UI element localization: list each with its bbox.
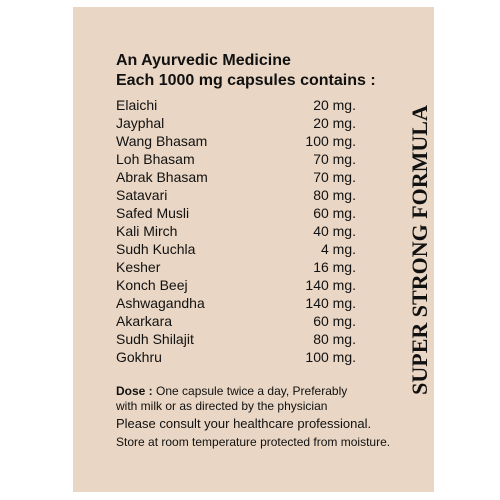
ingredient-name: Jayphal <box>116 115 165 131</box>
ingredient-quantity: 60 mg. <box>313 313 356 329</box>
ingredient-row <box>116 96 356 114</box>
ingredient-name: Gokhru <box>116 349 162 365</box>
ingredient-row <box>116 240 356 258</box>
ingredient-quantity: 100 mg. <box>305 133 356 149</box>
ingredient-name: Satavari <box>116 187 168 203</box>
ingredient-quantity: 140 mg. <box>305 295 356 311</box>
ingredient-name: Ashwagandha <box>116 295 205 311</box>
ingredient-row <box>116 150 356 168</box>
ingredient-quantity: 4 mg. <box>320 241 356 257</box>
ingredient-name: Wang Bhasam <box>116 133 208 149</box>
ingredient-name: Kali Mirch <box>116 223 178 239</box>
ingredient-row <box>116 186 356 204</box>
ingredient-row <box>116 276 356 294</box>
ingredient-quantity: 70 mg. <box>313 169 356 185</box>
ingredient-row <box>116 204 356 222</box>
ingredient-name: Abrak Bhasam <box>116 169 208 185</box>
ingredient-row <box>116 330 356 348</box>
ingredient-name: Safed Musli <box>116 205 190 221</box>
dose-text-line1: One capsule twice a day, Preferably <box>152 384 348 398</box>
dose-label: Dose : <box>116 384 153 398</box>
ingredient-name: Elaichi <box>116 97 158 113</box>
ingredient-name: Kesher <box>116 259 161 275</box>
ingredient-row <box>116 348 356 366</box>
ingredient-name: Konch Beej <box>116 277 188 293</box>
super-strong-formula-text: SUPER STRONG FORMULA <box>407 105 432 395</box>
ingredient-quantity: 20 mg. <box>313 97 356 113</box>
dose-text-line2: with milk or as directed by the physician <box>116 399 328 413</box>
ingredient-quantity: 16 mg. <box>313 259 356 275</box>
side-banner-svg <box>398 90 438 410</box>
dose-instructions <box>116 384 347 414</box>
ingredient-row <box>116 222 356 240</box>
ingredient-quantity: 140 mg. <box>305 277 356 293</box>
ingredients-list <box>116 96 356 366</box>
ingredient-row <box>116 312 356 330</box>
product-label-panel <box>73 7 434 492</box>
ingredient-name: Sudh Shilajit <box>116 331 194 347</box>
ingredient-quantity: 80 mg. <box>313 331 356 347</box>
ingredient-row <box>116 294 356 312</box>
ingredient-quantity: 80 mg. <box>313 187 356 203</box>
ingredient-name: Akarkara <box>116 313 173 329</box>
ingredient-quantity: 20 mg. <box>313 115 356 131</box>
ingredient-row <box>116 168 356 186</box>
ingredient-row <box>116 258 356 276</box>
consult-notice: Please consult your healthcare professional. <box>116 416 372 431</box>
ingredient-name: Sudh Kuchla <box>116 241 196 257</box>
ingredient-quantity: 70 mg. <box>313 151 356 167</box>
ingredient-row <box>116 132 356 150</box>
ingredient-row <box>116 114 356 132</box>
side-banner <box>398 90 438 410</box>
ingredient-quantity: 60 mg. <box>313 205 356 221</box>
label-heading-line1: An Ayurvedic Medicine <box>116 52 291 69</box>
ingredient-name: Loh Bhasam <box>116 151 195 167</box>
ingredient-quantity: 100 mg. <box>305 349 356 365</box>
label-heading-line2: Each 1000 mg capsules contains : <box>116 72 376 89</box>
ingredient-quantity: 40 mg. <box>313 223 356 239</box>
storage-notice: Store at room temperature protected from moisture. <box>116 435 391 449</box>
